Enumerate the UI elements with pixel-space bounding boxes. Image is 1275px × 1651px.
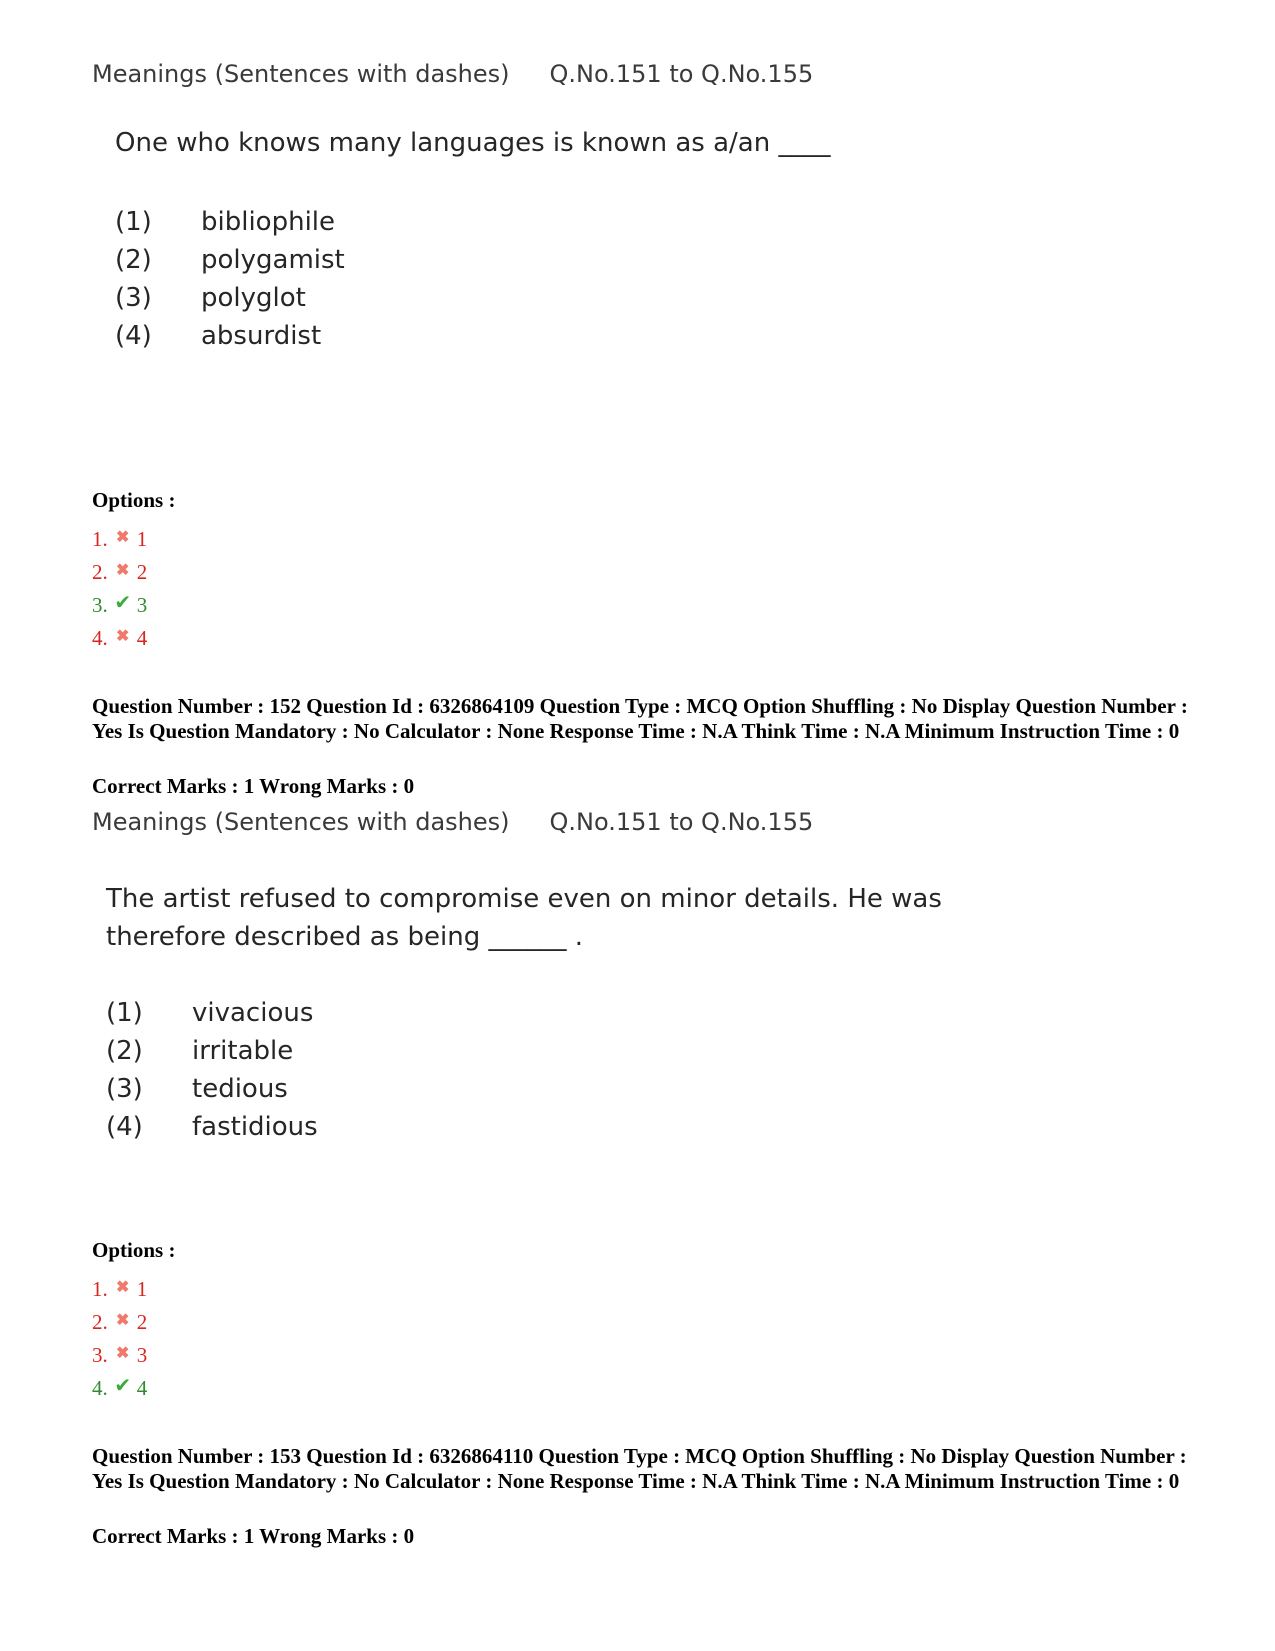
cross-icon: ✖ bbox=[116, 628, 130, 645]
question-metadata: Question Number : 153 Question Id : 6326864110 Question Type : MCQ Option Shuffling : No Display Question Number : Yes Is Question Mandatory : No Calculator : None Response Time : N.A Think Time : N.A Minimum Instruction Time : 0 bbox=[92, 1444, 1187, 1493]
choice-text: bibliophile bbox=[201, 207, 336, 237]
choice-number: (3) bbox=[106, 1074, 143, 1104]
option-value: 1 bbox=[136, 527, 148, 551]
question-line: One who knows many languages is known as a/an ____ bbox=[115, 128, 831, 158]
answer-choices bbox=[115, 203, 345, 355]
option-value: 4 bbox=[136, 1376, 148, 1400]
options-list bbox=[92, 1271, 147, 1403]
choice-number: (1) bbox=[115, 207, 152, 237]
choice-number: (4) bbox=[106, 1112, 143, 1142]
marks-info: Correct Marks : 1 Wrong Marks : 0 bbox=[92, 774, 415, 798]
option-item bbox=[92, 1304, 147, 1337]
cross-icon: ✖ bbox=[116, 562, 130, 579]
question-line: therefore described as being ______ . bbox=[106, 922, 583, 952]
question-line: The artist refused to compromise even on minor details. He was bbox=[106, 884, 942, 914]
options-list bbox=[92, 521, 147, 653]
option-item bbox=[92, 620, 147, 653]
option-item bbox=[92, 587, 147, 620]
choice-item bbox=[106, 994, 318, 1032]
choice-number: (2) bbox=[115, 245, 152, 275]
option-index: 2. bbox=[92, 560, 108, 584]
marks-info: Correct Marks : 1 Wrong Marks : 0 bbox=[92, 1524, 415, 1548]
cross-icon: ✖ bbox=[116, 1312, 130, 1329]
option-value: 1 bbox=[136, 1277, 148, 1301]
question-text bbox=[106, 880, 942, 956]
option-index: 3. bbox=[92, 593, 108, 617]
option-item bbox=[92, 1271, 147, 1304]
options-heading: Options : bbox=[92, 488, 176, 512]
choice-text: polyglot bbox=[201, 283, 306, 313]
choice-text: absurdist bbox=[201, 321, 322, 351]
choice-item bbox=[115, 241, 345, 279]
option-value: 2 bbox=[136, 560, 148, 584]
section-header bbox=[92, 60, 813, 88]
check-icon: ✔ bbox=[114, 592, 132, 614]
choice-text: vivacious bbox=[192, 998, 314, 1028]
cross-icon: ✖ bbox=[116, 1279, 130, 1296]
answer-choices bbox=[106, 994, 318, 1146]
section-range: Q.No.151 to Q.No.155 bbox=[549, 60, 814, 88]
option-item bbox=[92, 1337, 147, 1370]
choice-item bbox=[106, 1032, 318, 1070]
section-label: Meanings (Sentences with dashes) bbox=[92, 60, 510, 88]
option-value: 4 bbox=[136, 626, 148, 650]
cross-icon: ✖ bbox=[116, 1345, 130, 1362]
choice-item bbox=[106, 1070, 318, 1108]
choice-number: (2) bbox=[106, 1036, 143, 1066]
option-index: 4. bbox=[92, 1376, 108, 1400]
option-index: 3. bbox=[92, 1343, 108, 1367]
option-index: 2. bbox=[92, 1310, 108, 1334]
choice-text: fastidious bbox=[192, 1112, 318, 1142]
options-heading: Options : bbox=[92, 1238, 176, 1262]
choice-item bbox=[106, 1108, 318, 1146]
choice-item bbox=[115, 279, 345, 317]
choice-text: irritable bbox=[192, 1036, 294, 1066]
choice-text: tedious bbox=[192, 1074, 288, 1104]
section-range: Q.No.151 to Q.No.155 bbox=[549, 808, 814, 836]
option-item bbox=[92, 554, 147, 587]
option-value: 3 bbox=[136, 593, 148, 617]
option-index: 1. bbox=[92, 1277, 108, 1301]
choice-number: (4) bbox=[115, 321, 152, 351]
option-index: 1. bbox=[92, 527, 108, 551]
choice-number: (3) bbox=[115, 283, 152, 313]
option-index: 4. bbox=[92, 626, 108, 650]
question-metadata: Question Number : 152 Question Id : 6326864109 Question Type : MCQ Option Shuffling : No Display Question Number : Yes Is Question Mandatory : No Calculator : None Response Time : N.A Think Time : N.A Minimum Instruction Time : 0 bbox=[92, 694, 1188, 743]
section-header bbox=[92, 808, 813, 836]
cross-icon: ✖ bbox=[116, 529, 130, 546]
option-item bbox=[92, 521, 147, 554]
check-icon: ✔ bbox=[114, 1375, 132, 1397]
option-value: 3 bbox=[136, 1343, 148, 1367]
choice-item bbox=[115, 317, 345, 355]
choice-item bbox=[115, 203, 345, 241]
question-text bbox=[115, 124, 830, 162]
choice-number: (1) bbox=[106, 998, 143, 1028]
option-item bbox=[92, 1370, 147, 1403]
section-label: Meanings (Sentences with dashes) bbox=[92, 808, 510, 836]
choice-text: polygamist bbox=[201, 245, 345, 275]
option-value: 2 bbox=[136, 1310, 148, 1334]
